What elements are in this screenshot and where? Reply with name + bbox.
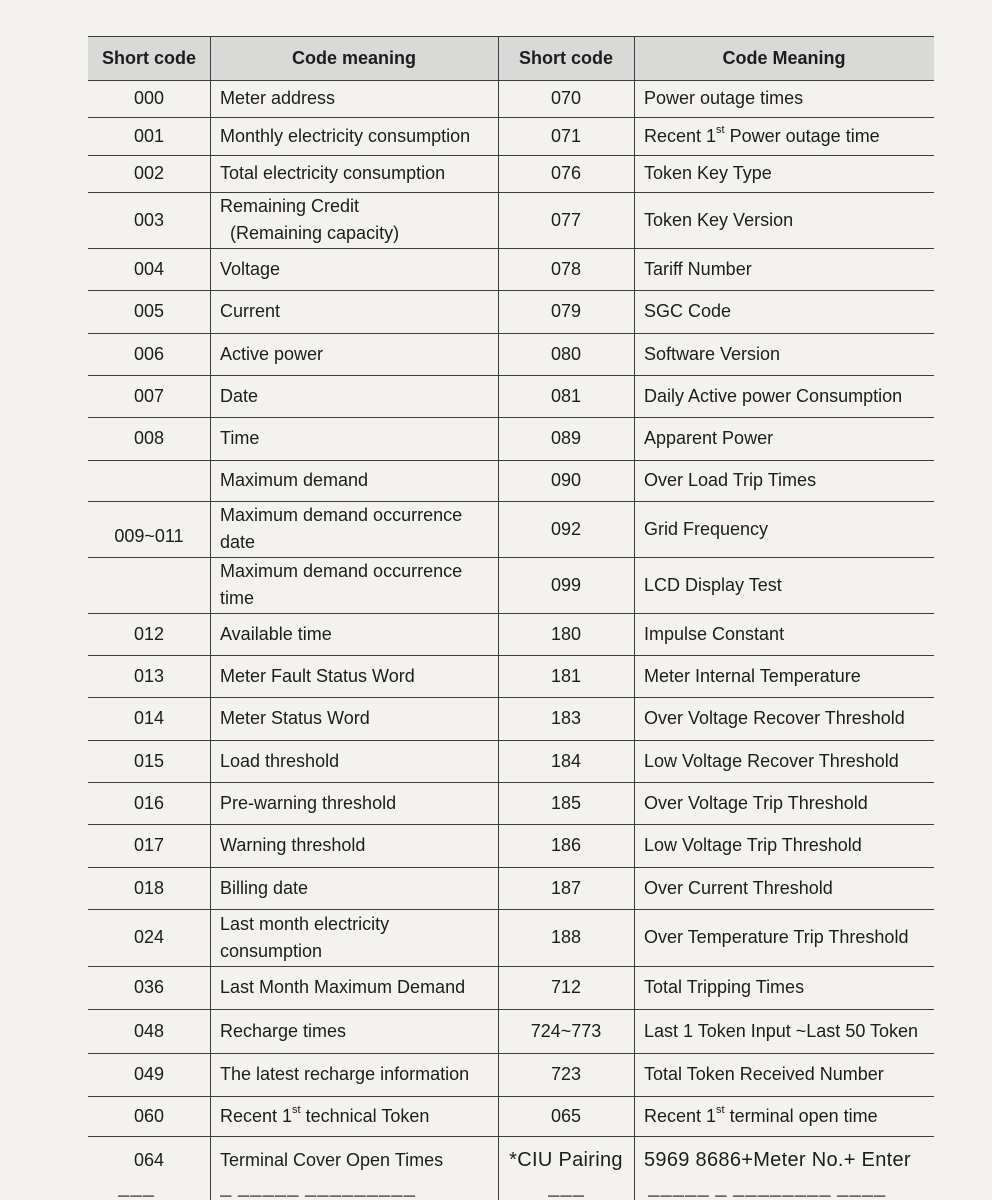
code-text: 078 bbox=[550, 258, 582, 279]
code-text: 076 bbox=[550, 163, 582, 183]
left-short-code bbox=[88, 460, 210, 613]
left-code-meaning bbox=[210, 1096, 498, 1136]
left-code-meaning bbox=[210, 655, 498, 697]
code-text: 079 bbox=[550, 301, 582, 321]
left-short-code bbox=[88, 333, 210, 375]
meaning-text: Billing date bbox=[220, 877, 309, 898]
meaning-text: Grid Frequency bbox=[644, 518, 769, 539]
code-text: 017 bbox=[133, 835, 165, 855]
left-code-meaning bbox=[210, 80, 498, 117]
code-text: 049 bbox=[133, 1064, 165, 1084]
right-code-meaning bbox=[634, 290, 934, 333]
next-page-bleed: ─── ─ ───── ───────── ─── ───── ─ ──────── ──── bbox=[118, 1188, 887, 1200]
right-short-code bbox=[498, 117, 634, 155]
code-text: 007 bbox=[133, 385, 165, 406]
right-short-code bbox=[498, 655, 634, 697]
right-short-code bbox=[498, 557, 634, 613]
code-text: 099 bbox=[550, 574, 582, 595]
right-short-code bbox=[498, 80, 634, 117]
meaning-text: Total Tripping Times bbox=[644, 977, 805, 997]
code-text: 187 bbox=[550, 877, 582, 898]
left-code-meaning bbox=[210, 117, 498, 155]
meaning-text: Meter Internal Temperature bbox=[644, 665, 861, 686]
ordinal-superscript: st bbox=[716, 1103, 725, 1116]
code-text: 185 bbox=[550, 792, 582, 813]
left-short-code bbox=[88, 290, 210, 333]
code-text: 036 bbox=[133, 977, 165, 997]
meaning-text: Recharge times bbox=[220, 1020, 347, 1041]
row-divider bbox=[88, 36, 934, 37]
left-short-code bbox=[88, 909, 210, 966]
left-short-code bbox=[88, 248, 210, 290]
code-text: 070 bbox=[550, 88, 582, 108]
meaning-pre: Recent 1 bbox=[220, 1105, 293, 1126]
code-text: 081 bbox=[550, 385, 582, 406]
meaning-line-2: (Remaining capacity) bbox=[230, 223, 400, 243]
right-short-code bbox=[498, 248, 634, 290]
ordinal-superscript: st bbox=[292, 1103, 301, 1116]
header-short-code-right: Short code bbox=[518, 47, 613, 68]
code-text: 008 bbox=[133, 428, 165, 448]
left-code-meaning bbox=[210, 192, 498, 248]
meaning-text: Apparent Power bbox=[644, 428, 774, 448]
code-text: 015 bbox=[133, 750, 165, 771]
meaning-pre: Recent 1 bbox=[644, 1105, 717, 1126]
code-text: 003 bbox=[133, 209, 165, 230]
meaning-line-1: Last month electricity bbox=[220, 913, 390, 934]
right-code-meaning bbox=[634, 697, 934, 740]
header-short-code-left: Short code bbox=[101, 47, 196, 68]
right-short-code bbox=[498, 1096, 634, 1136]
meaning-text: Time bbox=[220, 428, 260, 448]
meaning-line-1: Maximum demand occurrence bbox=[220, 505, 463, 525]
right-code-meaning bbox=[634, 1053, 934, 1096]
code-text: *CIU Pairing bbox=[509, 1148, 623, 1171]
code-text: 090 bbox=[550, 470, 582, 490]
left-short-code bbox=[88, 613, 210, 655]
meaning-text: Meter address bbox=[220, 88, 336, 108]
left-code-meaning bbox=[210, 613, 498, 655]
meaning-text: Available time bbox=[220, 623, 332, 644]
right-code-meaning bbox=[634, 1096, 934, 1136]
left-short-code bbox=[88, 697, 210, 740]
left-code-meaning bbox=[210, 248, 498, 290]
left-short-code bbox=[88, 740, 210, 782]
right-short-code bbox=[498, 1053, 634, 1096]
meaning-text: Last 1 Token Input ~Last 50 Token bbox=[644, 1020, 919, 1041]
meaning-text: Terminal Cover Open Times bbox=[220, 1149, 444, 1170]
meaning-text bbox=[220, 502, 462, 556]
meaning-text: Total Token Received Number bbox=[644, 1064, 884, 1084]
code-text: 092 bbox=[550, 518, 582, 539]
right-code-meaning bbox=[634, 824, 934, 867]
right-code-meaning bbox=[634, 740, 934, 782]
meaning-text bbox=[644, 1103, 878, 1130]
right-code-meaning bbox=[634, 966, 934, 1009]
code-text: 009~011 bbox=[114, 526, 184, 546]
meaning-text: Voltage bbox=[220, 258, 281, 279]
meaning-text: Current bbox=[220, 301, 281, 321]
right-short-code bbox=[498, 417, 634, 460]
left-code-meaning bbox=[210, 557, 498, 613]
meaning-text: 5969 8686+Meter No.+ Enter bbox=[644, 1148, 911, 1171]
meaning-text: Warning threshold bbox=[220, 835, 366, 855]
meaning-text bbox=[644, 123, 880, 150]
code-text: 181 bbox=[550, 665, 582, 686]
left-short-code bbox=[88, 155, 210, 192]
meaning-text: The latest recharge information bbox=[220, 1064, 470, 1084]
right-code-meaning bbox=[634, 117, 934, 155]
right-code-meaning bbox=[634, 909, 934, 966]
meaning-post: terminal open time bbox=[724, 1105, 878, 1126]
left-short-code bbox=[88, 824, 210, 867]
right-short-code bbox=[498, 333, 634, 375]
right-code-meaning bbox=[634, 501, 934, 557]
meaning-text: Over Load Trip Times bbox=[644, 470, 817, 490]
right-code-meaning bbox=[634, 1009, 934, 1053]
code-text: 018 bbox=[133, 877, 165, 898]
right-code-meaning bbox=[634, 613, 934, 655]
code-text: 024 bbox=[133, 927, 165, 947]
left-short-code bbox=[88, 417, 210, 460]
meaning-text: Software Version bbox=[644, 343, 781, 364]
meaning-text: Power outage times bbox=[644, 88, 804, 108]
meaning-text bbox=[220, 558, 462, 612]
right-code-meaning bbox=[634, 782, 934, 824]
meaning-line-1: Maximum demand occurrence bbox=[220, 561, 463, 581]
code-text: 080 bbox=[550, 343, 582, 364]
right-short-code bbox=[498, 501, 634, 557]
left-short-code bbox=[88, 867, 210, 909]
right-code-meaning bbox=[634, 1136, 934, 1184]
code-text: 184 bbox=[550, 750, 582, 771]
right-short-code bbox=[498, 1136, 634, 1184]
right-short-code bbox=[498, 697, 634, 740]
meaning-text: Load threshold bbox=[220, 750, 340, 771]
meaning-text: Over Voltage Recover Threshold bbox=[644, 708, 905, 728]
left-code-meaning bbox=[210, 290, 498, 333]
left-code-meaning bbox=[210, 1136, 498, 1184]
meaning-line-2: time bbox=[220, 588, 255, 608]
code-text: 012 bbox=[133, 623, 165, 644]
code-text: 089 bbox=[550, 428, 582, 448]
code-text: 004 bbox=[133, 258, 165, 279]
meaning-text: Maximum demand bbox=[220, 470, 369, 490]
right-short-code bbox=[498, 1009, 634, 1053]
right-short-code bbox=[498, 290, 634, 333]
code-text: 071 bbox=[550, 125, 582, 146]
code-text: 016 bbox=[133, 792, 165, 813]
meaning-text: Token Key Type bbox=[644, 163, 772, 183]
code-text: 077 bbox=[550, 209, 582, 230]
left-short-code bbox=[88, 655, 210, 697]
code-text: 000 bbox=[133, 88, 165, 108]
right-short-code bbox=[498, 824, 634, 867]
left-code-meaning bbox=[210, 460, 498, 501]
code-text: 005 bbox=[133, 301, 165, 321]
meaning-text: Over Current Threshold bbox=[644, 877, 833, 898]
left-short-code bbox=[88, 375, 210, 417]
meaning-post: Power outage time bbox=[724, 125, 880, 146]
meaning-pre: Recent 1 bbox=[644, 125, 717, 146]
code-text: 014 bbox=[133, 708, 165, 728]
left-short-code bbox=[88, 117, 210, 155]
code-text: 065 bbox=[550, 1105, 582, 1126]
code-text: 724~773 bbox=[530, 1020, 602, 1041]
code-text: 723 bbox=[550, 1064, 582, 1084]
right-code-meaning bbox=[634, 248, 934, 290]
left-short-code bbox=[88, 80, 210, 117]
left-short-code bbox=[88, 966, 210, 1009]
right-code-meaning bbox=[634, 655, 934, 697]
left-code-meaning bbox=[210, 417, 498, 460]
meaning-text: Low Voltage Trip Threshold bbox=[644, 835, 862, 855]
meaning-text: Low Voltage Recover Threshold bbox=[644, 750, 899, 771]
right-short-code bbox=[498, 155, 634, 192]
right-short-code bbox=[498, 909, 634, 966]
meaning-text: Active power bbox=[220, 343, 324, 364]
meaning-text: Over Temperature Trip Threshold bbox=[644, 927, 909, 947]
code-text: 186 bbox=[550, 835, 582, 855]
meaning-text: Tariff Number bbox=[644, 258, 752, 279]
meaning-text bbox=[220, 193, 399, 247]
code-text: 060 bbox=[133, 1105, 165, 1126]
right-code-meaning bbox=[634, 460, 934, 501]
right-code-meaning bbox=[634, 375, 934, 417]
right-code-meaning bbox=[634, 417, 934, 460]
right-short-code bbox=[498, 192, 634, 248]
code-text: 001 bbox=[133, 125, 165, 146]
meaning-text: Date bbox=[220, 385, 259, 406]
code-text: 048 bbox=[133, 1020, 165, 1041]
meaning-post: technical Token bbox=[300, 1105, 430, 1126]
right-code-meaning bbox=[634, 867, 934, 909]
left-code-meaning bbox=[210, 697, 498, 740]
code-text: 180 bbox=[550, 623, 582, 644]
meaning-text: Total electricity consumption bbox=[220, 163, 446, 183]
meaning-text: LCD Display Test bbox=[644, 574, 782, 595]
left-short-code bbox=[88, 192, 210, 248]
meaning-line-2: date bbox=[220, 532, 256, 552]
code-text: 013 bbox=[133, 665, 165, 686]
left-code-meaning bbox=[210, 375, 498, 417]
right-short-code bbox=[498, 740, 634, 782]
right-code-meaning bbox=[634, 333, 934, 375]
meaning-text bbox=[220, 1103, 429, 1130]
meaning-text: Token Key Version bbox=[644, 209, 794, 230]
left-short-code bbox=[88, 782, 210, 824]
right-short-code bbox=[498, 613, 634, 655]
left-code-meaning bbox=[210, 824, 498, 867]
left-short-code bbox=[88, 1053, 210, 1096]
header-code-meaning-right: Code Meaning bbox=[722, 47, 846, 68]
meaning-text: Last Month Maximum Demand bbox=[220, 977, 466, 997]
right-code-meaning bbox=[634, 557, 934, 613]
left-code-meaning bbox=[210, 333, 498, 375]
meaning-text: Meter Fault Status Word bbox=[220, 665, 415, 686]
meaning-text: Impulse Constant bbox=[644, 623, 785, 644]
meaning-text: Daily Active power Consumption bbox=[644, 385, 903, 406]
left-code-meaning bbox=[210, 1053, 498, 1096]
left-code-meaning bbox=[210, 966, 498, 1009]
left-code-meaning bbox=[210, 501, 498, 557]
meaning-text: Pre-warning threshold bbox=[220, 792, 397, 813]
left-short-code bbox=[88, 1009, 210, 1053]
left-code-meaning bbox=[210, 909, 498, 966]
header-code-meaning-left: Code meaning bbox=[291, 47, 416, 68]
right-short-code bbox=[498, 782, 634, 824]
left-code-meaning bbox=[210, 740, 498, 782]
right-short-code bbox=[498, 375, 634, 417]
code-text: 002 bbox=[133, 163, 165, 183]
left-short-code bbox=[88, 1136, 210, 1184]
code-text: 183 bbox=[550, 708, 582, 728]
code-text: 188 bbox=[550, 927, 582, 947]
meaning-text: Monthly electricity consumption bbox=[220, 125, 471, 146]
right-short-code bbox=[498, 460, 634, 501]
left-code-meaning bbox=[210, 1009, 498, 1053]
code-text: 064 bbox=[133, 1149, 165, 1170]
meaning-text: Meter Status Word bbox=[220, 708, 370, 728]
meaning-text: SGC Code bbox=[644, 301, 732, 321]
right-code-meaning bbox=[634, 192, 934, 248]
code-text: 006 bbox=[133, 343, 165, 364]
meaning-text: Over Voltage Trip Threshold bbox=[644, 792, 868, 813]
right-short-code bbox=[498, 867, 634, 909]
right-code-meaning bbox=[634, 80, 934, 117]
meaning-line-2: consumption bbox=[220, 940, 323, 961]
code-text: 712 bbox=[550, 977, 582, 997]
left-code-meaning bbox=[210, 867, 498, 909]
ordinal-superscript: st bbox=[716, 123, 725, 136]
left-code-meaning bbox=[210, 782, 498, 824]
meaning-line-1: Remaining Credit bbox=[220, 196, 360, 216]
right-short-code bbox=[498, 966, 634, 1009]
left-short-code bbox=[88, 1096, 210, 1136]
right-code-meaning bbox=[634, 155, 934, 192]
meaning-text bbox=[220, 911, 389, 965]
left-code-meaning bbox=[210, 155, 498, 192]
